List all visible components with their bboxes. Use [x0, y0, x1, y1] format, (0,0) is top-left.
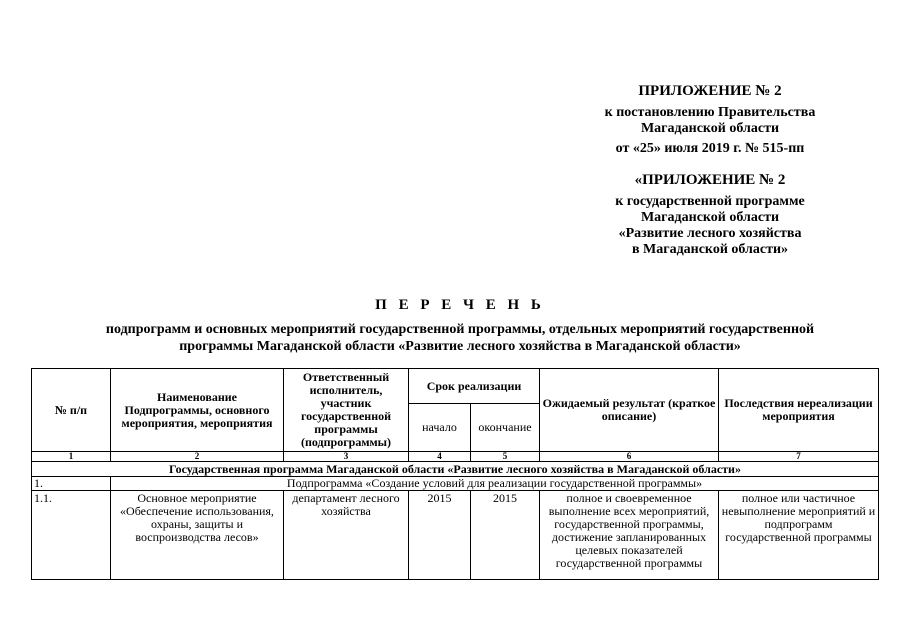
- row-result: полное и своевременное выполнение всех мероприятий, государственной программы, достижение запланированных целевых показателей государственной программы: [540, 491, 719, 580]
- table-row: [32, 491, 879, 580]
- measures-table: [31, 368, 879, 580]
- appendix-block-decree: [560, 83, 860, 157]
- appendix-line: Магаданской области: [640, 210, 780, 225]
- appendix-line: к государственной программе: [615, 194, 805, 209]
- document-subtitle-line: программы Магаданской области «Развитие лесного хозяйства в Магаданской области»: [179, 339, 741, 354]
- column-number: 4: [409, 452, 471, 462]
- header-name: Наименование Подпрограммы, основного мероприятия, мероприятия: [111, 369, 284, 452]
- appendix-title: ПРИЛОЖЕНИЕ № 2: [638, 83, 782, 99]
- subprogram-row: [32, 477, 879, 491]
- row-name: Основное мероприятие «Обеспечение использования, охраны, защиты и воспроизводства лесов»: [111, 491, 284, 580]
- appendix-title: «ПРИЛОЖЕНИЕ № 2: [634, 172, 786, 188]
- program-row: [32, 462, 879, 477]
- header-result: Ожидаемый результат (краткое описание): [540, 369, 719, 452]
- row-responsible: департамент лесного хозяйства: [284, 491, 409, 580]
- program-title-cell: Государственная программа Магаданской области «Развитие лесного хозяйства в Магаданской области»: [32, 462, 879, 477]
- document-title: П Е Р Е Ч Е Н Ь: [375, 297, 545, 313]
- row-number: 1.1.: [32, 491, 111, 580]
- header-consequences: Последствия нереализации мероприятия: [719, 369, 879, 452]
- row-consequences: полное или частичное невыполнение мероприятий и подпрограмм государственной программы: [719, 491, 879, 580]
- table-header-row: [32, 369, 879, 404]
- document-subtitle-line: подпрограмм и основных мероприятий государственной программы, отдельных мероприятий государственной: [105, 322, 815, 337]
- appendix-line: в Магаданской области»: [631, 242, 789, 257]
- subprogram-title-cell: Подпрограмма «Создание условий для реализации государственной программы»: [111, 477, 879, 491]
- appendix-block-program: [560, 172, 860, 258]
- column-number: 6: [540, 452, 719, 462]
- row-end: 2015: [471, 491, 540, 580]
- column-number: 1: [32, 452, 111, 462]
- header-responsible: Ответственный исполнитель, участник государственной программы (подпрограммы): [284, 369, 409, 452]
- column-number: 3: [284, 452, 409, 462]
- appendix-date-line: от «25» июля 2019 г. № 515-пп: [615, 141, 805, 156]
- column-number: 5: [471, 452, 540, 462]
- appendix-line: «Развитие лесного хозяйства: [618, 226, 802, 241]
- header-end: окончание: [471, 404, 540, 452]
- column-number-row: [32, 452, 879, 462]
- document-heading: [40, 297, 880, 355]
- row-start: 2015: [409, 491, 471, 580]
- header-period: Срок реализации: [409, 369, 540, 404]
- column-number: 2: [111, 452, 284, 462]
- column-number: 7: [719, 452, 879, 462]
- subprogram-number: 1.: [32, 477, 111, 491]
- header-start: начало: [409, 404, 471, 452]
- appendix-line: к постановлению Правительства: [604, 105, 816, 120]
- header-number: № п/п: [32, 369, 111, 452]
- appendix-line: Магаданской области: [640, 121, 780, 136]
